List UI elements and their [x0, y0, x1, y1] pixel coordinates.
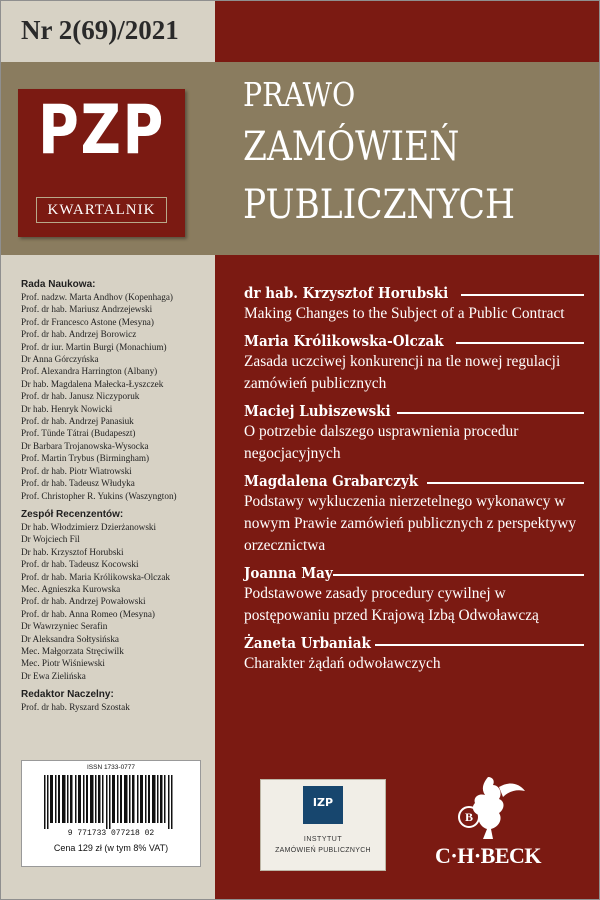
- reviewer: Dr hab. Krzysztof Horubski: [21, 546, 124, 557]
- board-member: Prof. dr hab. Andrzej Panasiuk: [21, 416, 134, 427]
- reviewer: Dr Wojciech Fil: [21, 534, 80, 545]
- maroon-top: [215, 1, 600, 62]
- article: [244, 471, 584, 557]
- title-line-1: PRAWO: [243, 75, 356, 114]
- author-rule: [397, 412, 584, 414]
- author-rule: [333, 574, 584, 576]
- journal-title: [243, 75, 559, 229]
- article-title: Charakter żądań odwoławczych: [244, 655, 441, 672]
- author-rule: [456, 342, 584, 344]
- reviewer: Prof. dr hab. Maria Królikowska-Olczak: [21, 571, 170, 582]
- title-line-3: PUBLICZNYCH: [243, 182, 516, 228]
- board-member: Prof. dr hab. Andrzej Borowicz: [21, 329, 137, 340]
- author-rule: [427, 482, 584, 484]
- editor-header: Redaktor Naczelny:: [21, 689, 114, 701]
- article-author: Maria Królikowska-Olczak: [244, 332, 444, 350]
- izp-name-line-2: ZAMÓWIEŃ PUBLICZNYCH: [275, 847, 371, 854]
- izp-emblem-icon: [303, 786, 343, 824]
- issue-number: Nr 2(69)/2021: [21, 15, 179, 45]
- board-member: Dr hab. Henryk Nowicki: [21, 403, 113, 414]
- article-title: Podstawowe zasady procedury cywilnej w postępowaniu przed Krajową Izbą Odwoławczą: [244, 585, 539, 624]
- article: [244, 331, 584, 395]
- barcode-panel: [21, 760, 201, 867]
- publisher-name: C·H·BECK: [434, 843, 542, 868]
- barcode-icon: [44, 775, 176, 829]
- izp-name-line-1: INSTYTUT: [303, 836, 343, 843]
- logo-subtitle: KWARTALNIK: [36, 197, 167, 223]
- board-member: Prof. Tünde Tátrai (Budapeszt): [21, 428, 136, 439]
- title-line-2: ZAMÓWIEŃ: [243, 124, 460, 170]
- reviewer: Dr Aleksandra Sołtysińska: [21, 633, 119, 644]
- article-author: Magdalena Grabarczyk: [244, 472, 419, 490]
- reviewer: Dr Wawrzyniec Serafin: [21, 621, 108, 632]
- author-rule: [461, 294, 584, 296]
- board-member: Prof. dr hab. Tadeusz Włudyka: [21, 478, 135, 489]
- reviewer: Mec. Piotr Wiśniewski: [21, 658, 105, 669]
- board-member: Dr Anna Górczyńska: [21, 354, 99, 365]
- izp-emblem-text: IZP: [312, 796, 334, 809]
- board-member: Prof. dr hab. Janusz Niczyporuk: [21, 391, 140, 402]
- article: [244, 563, 584, 627]
- logo-mark: PZP: [37, 91, 166, 170]
- board-member: Prof. Alexandra Harrington (Albany): [21, 366, 158, 377]
- article-author: Joanna May: [244, 564, 333, 582]
- reviewers-list: [21, 521, 213, 682]
- reviewer: Mec. Małgorzata Stręciwilk: [21, 645, 124, 656]
- issn-label: ISSN 1733-0777: [86, 764, 136, 771]
- reviewer: Prof. dr hab. Andrzej Powałowski: [21, 596, 146, 607]
- article: [244, 633, 584, 675]
- issue-band: [1, 1, 215, 61]
- reviewer: Prof. dr hab. Anna Romeo (Mesyna): [21, 608, 155, 619]
- author-rule: [375, 644, 584, 646]
- article-title: Making Changes to the Subject of a Public Contract: [244, 305, 565, 322]
- article-author: Żaneta Urbaniak: [244, 634, 371, 652]
- article-title: Podstawy wykluczenia nierzetelnego wykonawcy w nowym Prawie zamówień publicznych z perspektywy orzecznictwa: [244, 493, 577, 554]
- editor-in-chief: Prof. dr hab. Ryszard Szostak: [21, 702, 130, 713]
- board-header: Rada Naukowa:: [21, 279, 96, 290]
- board-member: Prof. Martin Trybus (Birmingham): [21, 453, 150, 464]
- publisher-logo: [433, 773, 543, 873]
- pzp-logo: [18, 89, 185, 237]
- board-member: Prof. dr hab. Piotr Wiatrowski: [21, 465, 132, 476]
- article-author: Maciej Lubiszewski: [244, 402, 391, 420]
- article-title: Zasada uczciwej konkurencji na tle nowej regulacji zamówień publicznych: [244, 353, 561, 392]
- board-member: Prof. dr hab. Mariusz Andrzejewski: [21, 304, 153, 315]
- reviewer: Prof. dr hab. Tadeusz Kocowski: [21, 559, 139, 570]
- izp-logo: [260, 779, 386, 871]
- board-member: Prof. nadzw. Marta Andhov (Kopenhaga): [21, 292, 173, 302]
- contents-list: [244, 283, 584, 681]
- reviewers-header: Zespół Recenzentów:: [21, 508, 124, 520]
- reviewer: Dr hab. Włodzimierz Dzierżanowski: [21, 521, 157, 532]
- article: [244, 401, 584, 465]
- board-list: [21, 291, 213, 502]
- editorial-board: [21, 278, 213, 714]
- article-author: dr hab. Krzysztof Horubski: [244, 284, 449, 302]
- griffin-icon: [433, 773, 543, 845]
- board-member: Prof. dr iur. Martin Burgi (Monachium): [21, 341, 167, 352]
- barcode-number: 9 771733 077218 02: [67, 829, 155, 838]
- svg-text:B: B: [464, 810, 474, 824]
- price-label: Cena 129 zł (w tym 8% VAT): [53, 843, 169, 853]
- board-member: Prof. Christopher R. Yukins (Waszyngton): [21, 490, 177, 501]
- board-member: Dr Barbara Trojanowska-Wysocka: [21, 440, 149, 451]
- board-member: Prof. dr Francesco Astone (Mesyna): [21, 316, 154, 327]
- reviewer: Mec. Agnieszka Kurowska: [21, 583, 121, 594]
- board-member: Dr hab. Magdalena Małecka-Łyszczek: [21, 378, 164, 389]
- article: [244, 283, 584, 325]
- article-title: O potrzebie dalszego usprawnienia procedur negocjacyjnych: [244, 423, 519, 462]
- reviewer: Dr Ewa Zielińska: [21, 670, 86, 681]
